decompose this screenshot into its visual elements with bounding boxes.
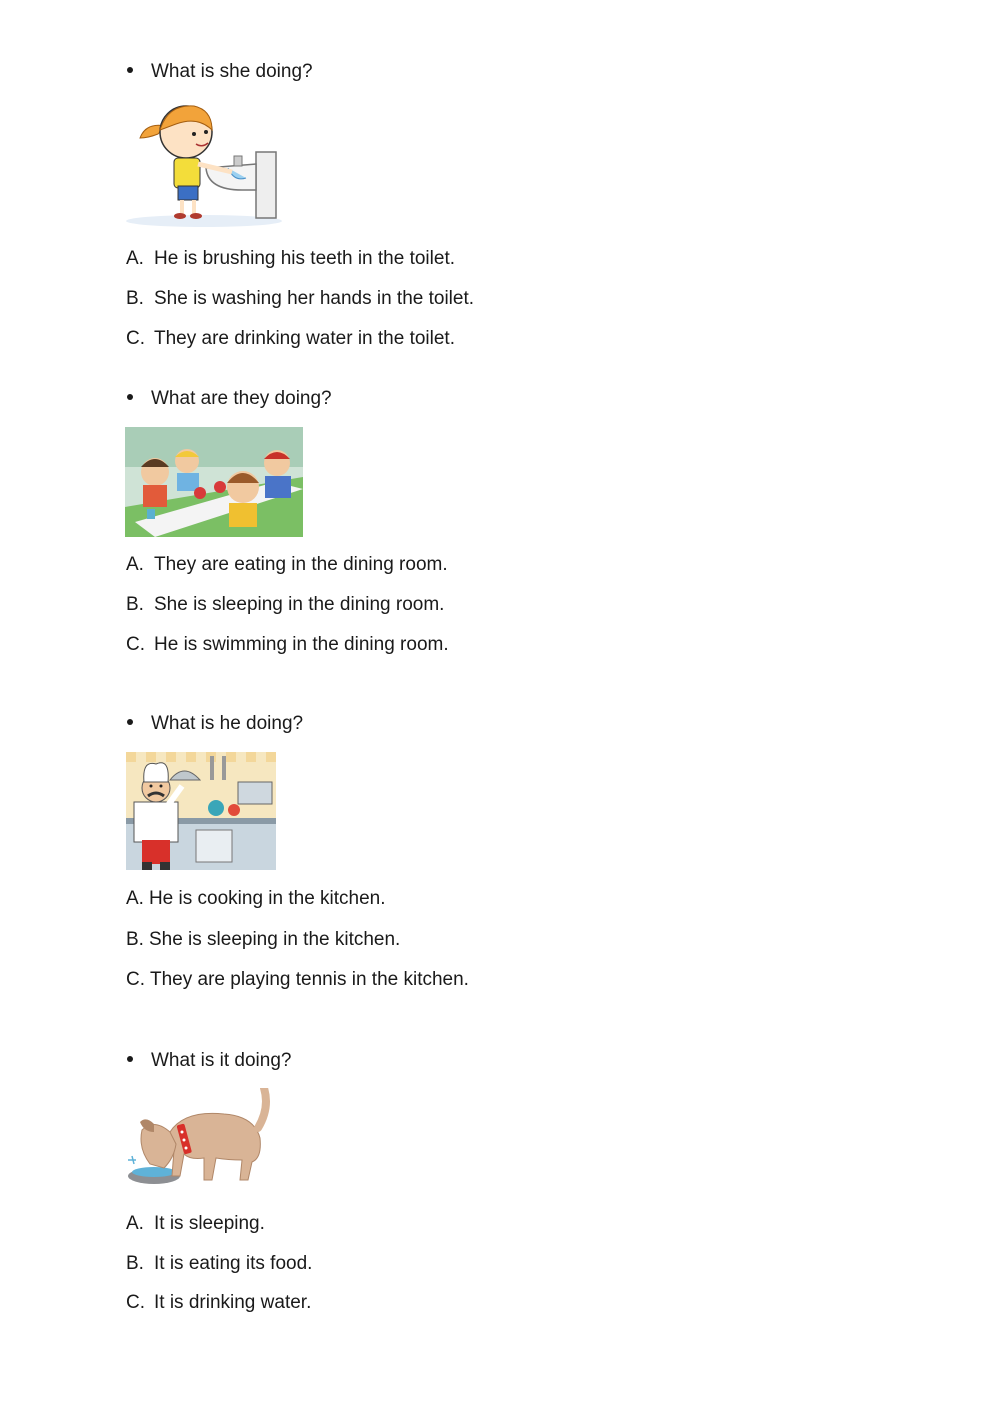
option-letter: A. bbox=[126, 554, 144, 575]
option-text: She is washing her hands in the toilet. bbox=[154, 288, 475, 309]
option-text: He is swimming in the dining room. bbox=[154, 634, 449, 655]
option-1a[interactable] bbox=[126, 247, 455, 271]
option-letter: C. bbox=[126, 328, 145, 349]
option-letter: B. bbox=[126, 929, 144, 950]
children-eating-image bbox=[125, 427, 303, 537]
option-letter: C. bbox=[126, 1292, 145, 1313]
option-text: It is eating its food. bbox=[154, 1253, 313, 1274]
option-2b[interactable] bbox=[126, 593, 444, 617]
bullet-icon bbox=[127, 67, 133, 73]
option-4a[interactable] bbox=[126, 1212, 265, 1236]
question-3 bbox=[126, 712, 303, 736]
option-text: He is brushing his teeth in the toilet. bbox=[154, 248, 456, 269]
option-letter: A. bbox=[126, 888, 144, 909]
option-text: She is sleeping in the dining room. bbox=[154, 594, 445, 615]
option-letter: B. bbox=[126, 288, 144, 309]
option-1c[interactable] bbox=[126, 327, 455, 351]
option-letter: A. bbox=[126, 1213, 144, 1234]
girl-washing-hands-image bbox=[124, 102, 286, 228]
option-letter: C. bbox=[126, 634, 145, 655]
option-text: They are eating in the dining room. bbox=[154, 554, 448, 575]
bullet-icon bbox=[127, 1056, 133, 1062]
option-4b[interactable] bbox=[126, 1252, 312, 1276]
question-1 bbox=[126, 60, 313, 84]
option-3b[interactable] bbox=[126, 928, 400, 952]
option-4c[interactable] bbox=[126, 1291, 311, 1315]
option-letter: C. bbox=[126, 969, 145, 990]
option-3a[interactable] bbox=[126, 887, 386, 911]
option-letter: A. bbox=[126, 248, 144, 269]
question-4 bbox=[126, 1049, 291, 1073]
chef-cooking-image bbox=[126, 752, 276, 870]
option-3c[interactable] bbox=[126, 968, 469, 992]
option-1b[interactable] bbox=[126, 287, 474, 311]
question-text: What is it doing? bbox=[151, 1050, 292, 1071]
option-text: It is sleeping. bbox=[154, 1213, 265, 1234]
option-text: She is sleeping in the kitchen. bbox=[148, 929, 401, 950]
option-text: It is drinking water. bbox=[154, 1292, 312, 1313]
question-text: What is he doing? bbox=[151, 713, 304, 734]
option-text: They are drinking water in the toilet. bbox=[154, 328, 455, 349]
option-2a[interactable] bbox=[126, 553, 448, 577]
bullet-icon bbox=[127, 719, 133, 725]
question-text: What are they doing? bbox=[151, 388, 332, 409]
dog-drinking-image bbox=[124, 1088, 274, 1192]
option-letter: B. bbox=[126, 594, 144, 615]
option-letter: B. bbox=[126, 1253, 144, 1274]
bullet-icon bbox=[127, 394, 133, 400]
question-text: What is she doing? bbox=[151, 61, 313, 82]
question-2 bbox=[126, 387, 332, 411]
option-text: They are playing tennis in the kitchen. bbox=[150, 969, 469, 990]
option-text: He is cooking in the kitchen. bbox=[148, 888, 386, 909]
option-2c[interactable] bbox=[126, 633, 449, 657]
